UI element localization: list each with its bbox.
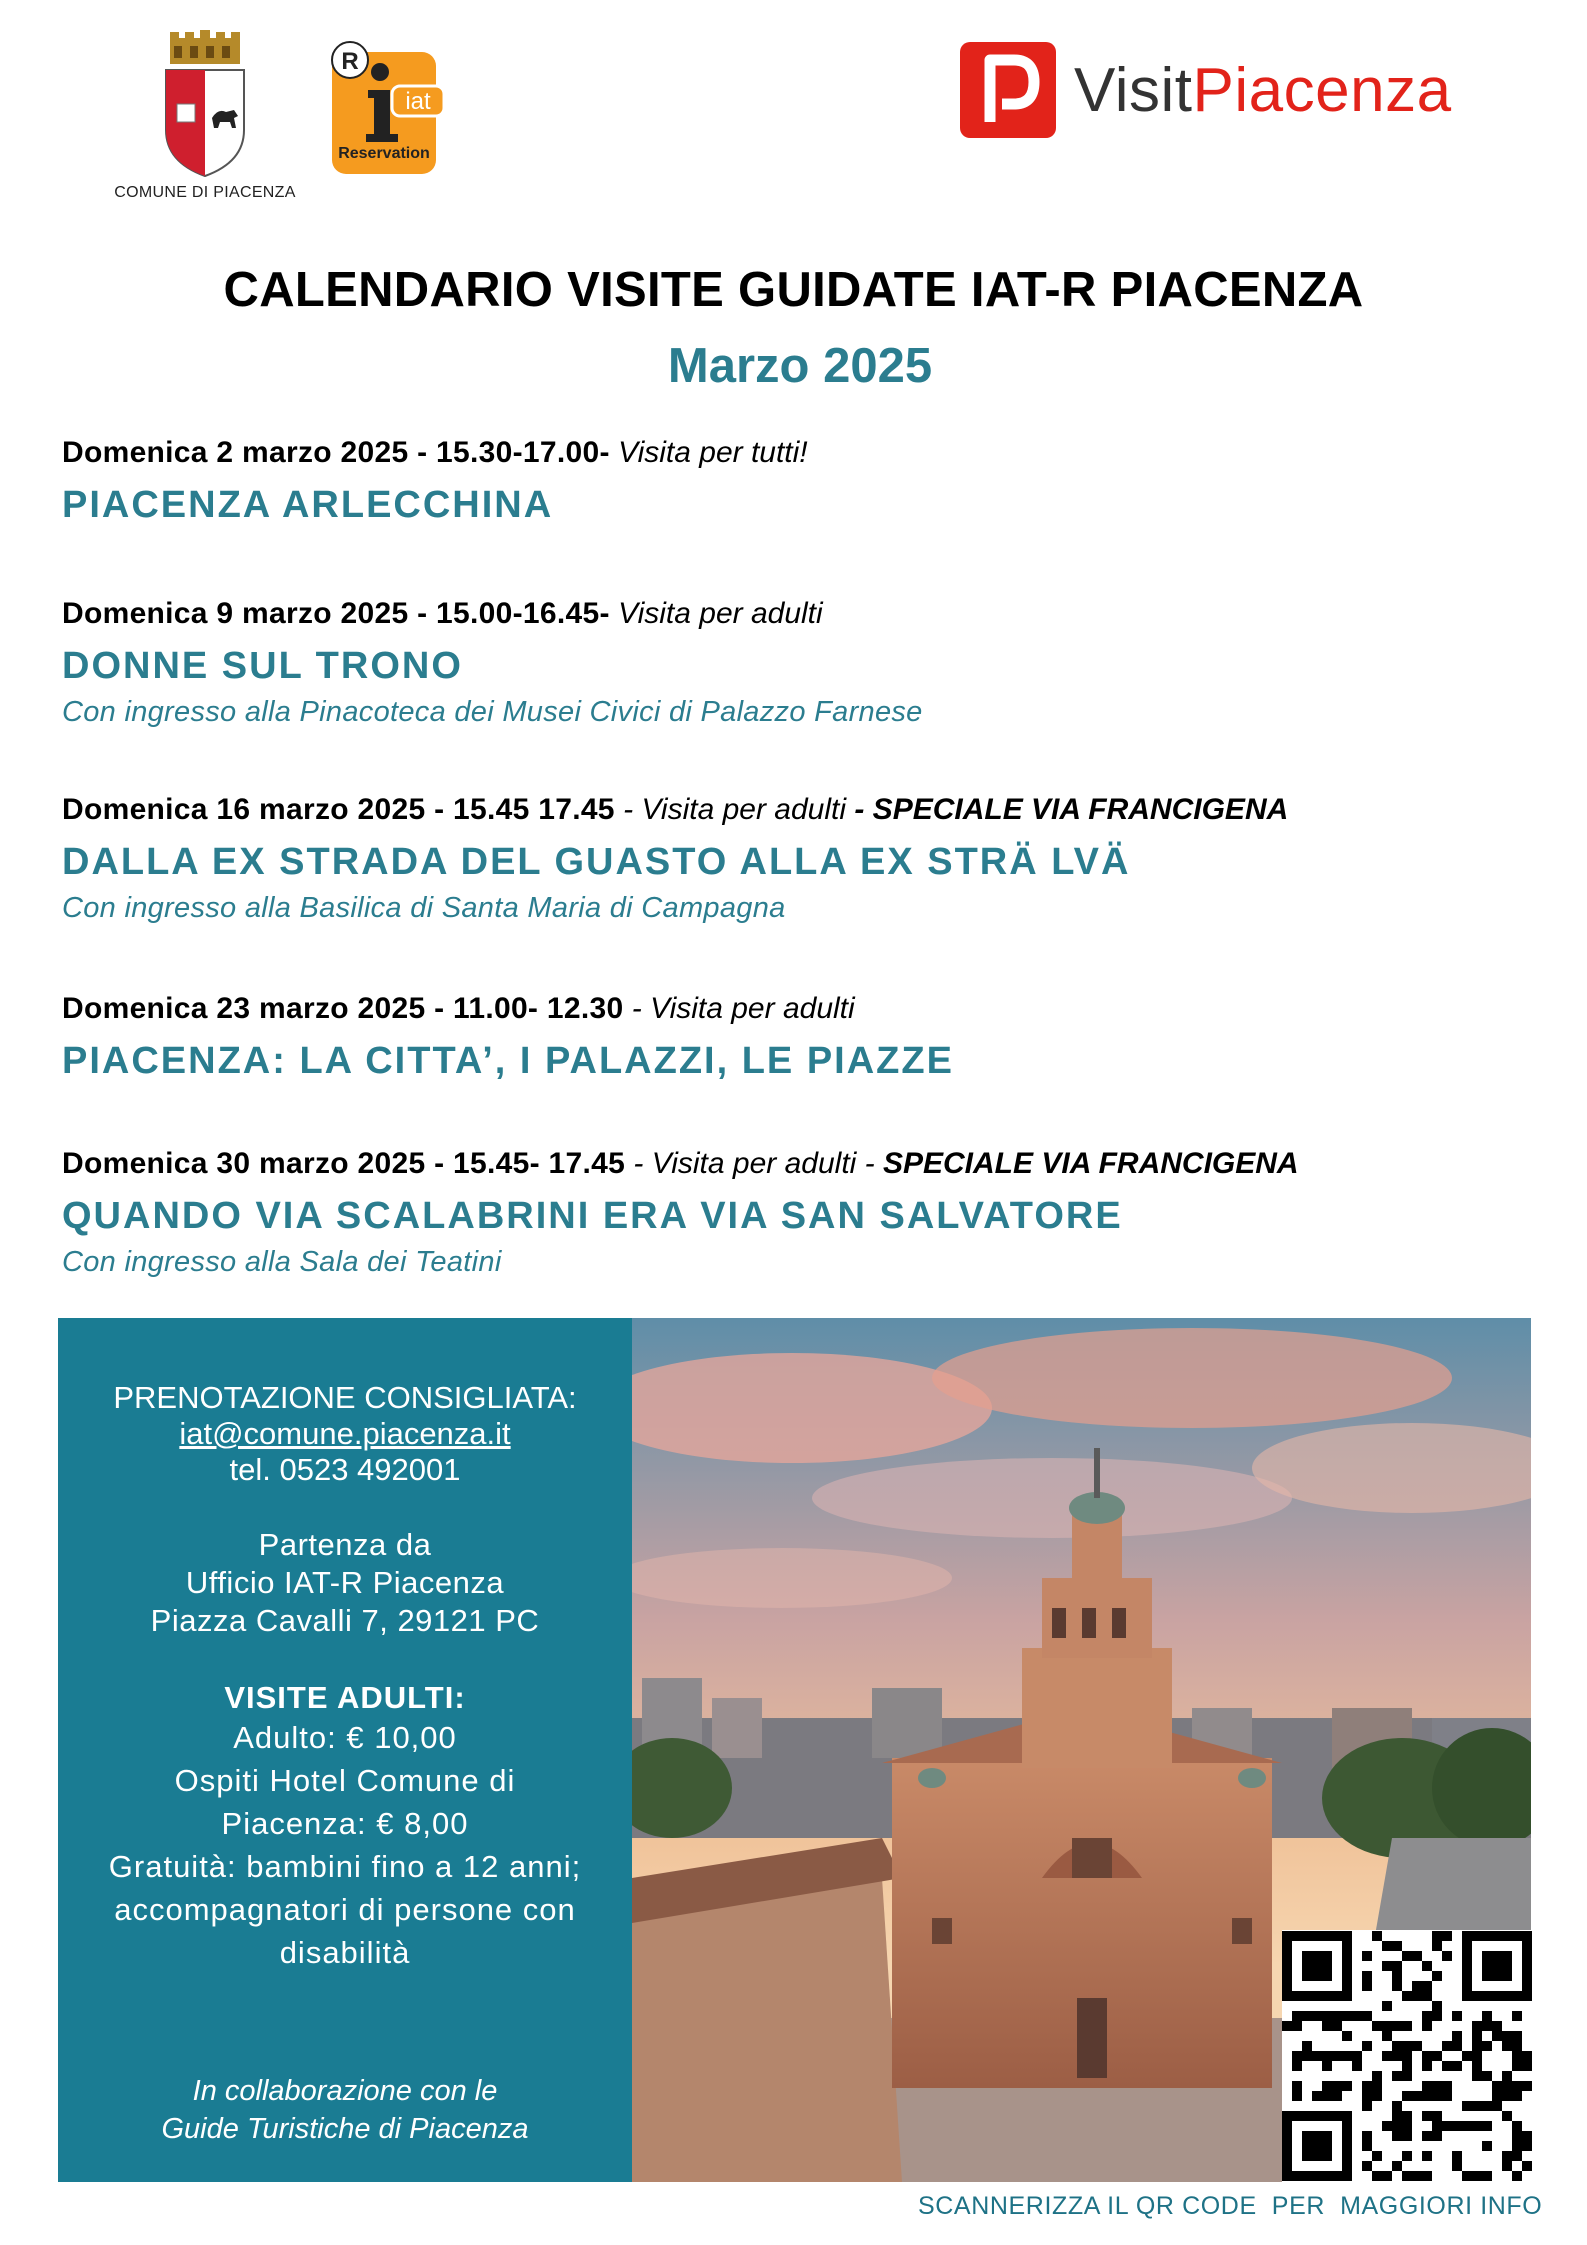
- info-panel: [58, 1318, 632, 2182]
- event-date-line: [62, 435, 1542, 471]
- collab-line: Guide Turistiche di Piacenza: [161, 2113, 529, 2145]
- event-title: QUANDO VIA SCALABRINI ERA VIA SAN SALVATORE: [62, 1195, 1123, 1237]
- qr-code-icon: [1282, 1930, 1532, 2182]
- event-date-line: [62, 1146, 1542, 1182]
- coat-of-arms-icon: [160, 30, 250, 180]
- collaboration-note: [58, 2072, 632, 2148]
- collab-line: In collaborazione con le: [192, 2075, 498, 2107]
- adults-heading: VISITE ADULTI:: [224, 1680, 466, 1715]
- visit-word: Visit: [1074, 55, 1193, 125]
- event-audience: - Visita per adulti: [623, 992, 855, 1025]
- event-date-line: [62, 991, 1542, 1027]
- event-date: Domenica 9 marzo 2025 - 15.00-16.45-: [62, 597, 610, 630]
- departure-info: [58, 1526, 632, 1640]
- price-adult: Adulto: € 10,00: [233, 1720, 457, 1755]
- email-link[interactable]: iat@comune.piacenza.it: [179, 1416, 511, 1451]
- price-hotel: Ospiti Hotel Comune di Piacenza: € 8,00: [174, 1763, 516, 1841]
- visitpiacenza-wordmark: [1074, 55, 1452, 126]
- event-title: PIACENZA: LA CITTA’, I PALAZZI, LE PIAZZE: [62, 1040, 954, 1082]
- event-item: [62, 596, 1542, 729]
- event-date: Domenica 23 marzo 2025 - 11.00- 12.30: [62, 992, 624, 1025]
- event-audience: Visita per adulti: [609, 597, 823, 630]
- event-item: [62, 991, 1542, 1083]
- event-note: Con ingresso alla Basilica di Santa Maria di Campagna: [62, 892, 786, 924]
- event-title: DALLA EX STRADA DEL GUASTO ALLA EX STRÄ LVÄ: [62, 841, 1131, 883]
- event-date: Domenica 2 marzo 2025 - 15.30-17.00-: [62, 436, 610, 469]
- event-date: Domenica 16 marzo 2025 - 15.45 17.45: [62, 793, 615, 826]
- event-audience: - Visita per adulti -: [625, 1147, 883, 1180]
- iat-text: iat: [405, 88, 431, 115]
- phone-number: tel. 0523 492001: [229, 1452, 461, 1487]
- departure-line: Piazza Cavalli 7, 29121 PC: [150, 1603, 540, 1638]
- price-free: Gratuità: bambini fino a 12 anni; accompagnatori di persone con disabilità: [108, 1849, 582, 1970]
- booking-label: PRENOTAZIONE CONSIGLIATA:: [113, 1380, 577, 1415]
- departure-line: Ufficio IAT-R Piacenza: [185, 1565, 505, 1600]
- comune-label: COMUNE DI PIACENZA: [114, 184, 296, 201]
- visitpiacenza-p-icon: [960, 42, 1056, 138]
- qr-code[interactable]: [1282, 1930, 1532, 2182]
- event-date-line: [62, 596, 1542, 632]
- event-title: PIACENZA ARLECCHINA: [62, 484, 554, 526]
- event-title: DONNE SUL TRONO: [62, 645, 463, 687]
- event-item: [62, 792, 1542, 925]
- piacenza-word: Piacenza: [1192, 55, 1452, 125]
- event-audience: - Visita per adulti: [614, 793, 855, 826]
- event-audience: Visita per tutti!: [609, 436, 808, 469]
- event-note: Con ingresso alla Sala dei Teatini: [62, 1246, 502, 1278]
- event-special: - SPECIALE VIA FRANCIGENA: [854, 793, 1289, 826]
- iat-info-icon: [328, 38, 448, 178]
- visitpiacenza-logo: [960, 42, 1452, 138]
- iat-reservation-text: Reservation: [338, 145, 430, 162]
- event-note: Con ingresso alla Pinacoteca dei Musei Civici di Palazzo Farnese: [62, 696, 923, 728]
- iat-reservation-logo: [328, 38, 448, 183]
- event-item: [62, 435, 1542, 527]
- event-item: [62, 1146, 1542, 1279]
- event-special: SPECIALE VIA FRANCIGENA: [882, 1147, 1299, 1180]
- svg-text:R: R: [341, 48, 359, 75]
- qr-caption: SCANNERIZZA IL QR CODE PER MAGGIORI INFO: [918, 2192, 1543, 2220]
- event-date-line: [62, 792, 1542, 828]
- departure-line: Partenza da: [258, 1527, 432, 1562]
- page-subtitle: Marzo 2025: [667, 339, 933, 393]
- page-title: CALENDARIO VISITE GUIDATE IAT-R PIACENZA: [223, 263, 1364, 317]
- event-date: Domenica 30 marzo 2025 - 15.45- 17.45: [62, 1147, 626, 1180]
- comune-logo: [100, 30, 310, 202]
